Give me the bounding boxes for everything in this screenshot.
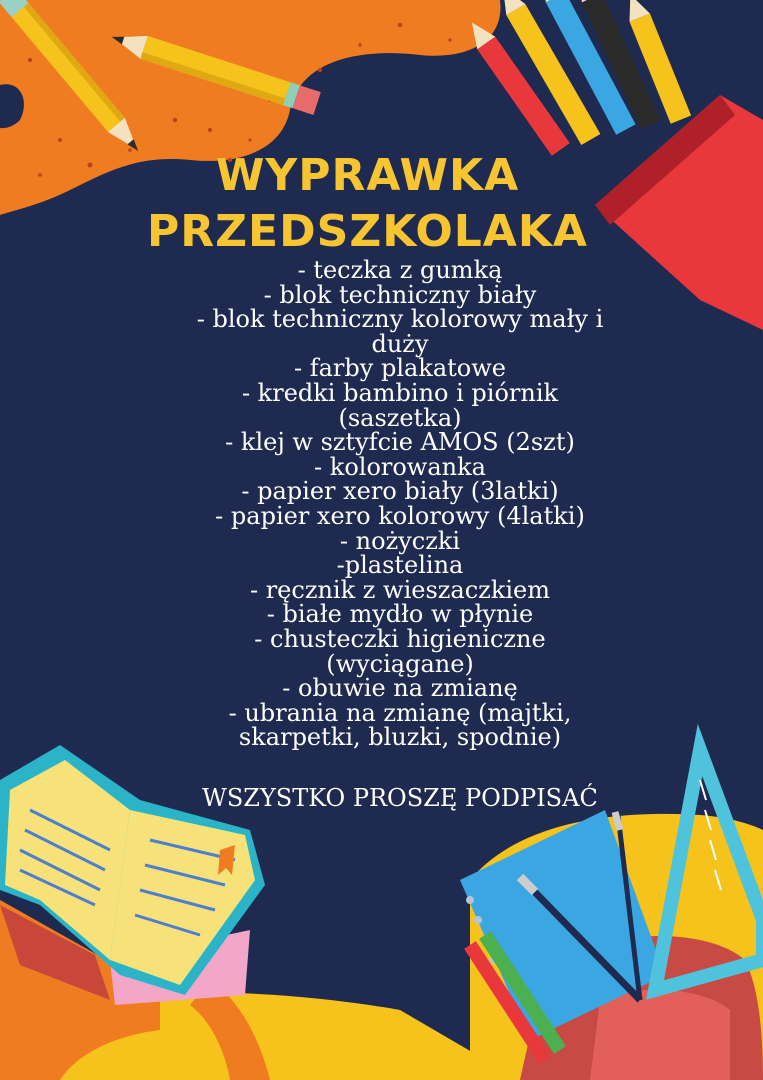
list-item: (wyciągane)	[326, 649, 474, 678]
footer-note: WSZYSTKO PROSZĘ PODPISAĆ	[202, 784, 598, 812]
list-item: - chusteczki higieniczne	[254, 624, 546, 653]
supply-list	[150, 258, 650, 750]
list-item: - ręcznik z wieszaczkiem	[249, 575, 551, 604]
list-item: - teczka z gumką	[297, 256, 503, 284]
page-title-line-1: WYPRAWKA	[215, 150, 520, 201]
list-item: - farby plakatowe	[294, 354, 506, 383]
list-item: duży	[371, 329, 429, 358]
list-item: - klej w sztyfcie AMOS (2szt)	[225, 428, 575, 457]
list-item: skarpetki, bluzki, spodnie)	[238, 723, 562, 752]
list-item: -plastelina	[336, 551, 464, 580]
list-item: - kredki bambino i piórnik	[241, 378, 559, 407]
list-item: - papier xero biały (3latki)	[241, 477, 559, 506]
list-item: - nożyczki	[339, 526, 461, 555]
list-item: - kolorowanka	[314, 452, 486, 481]
list-item: - ubrania na zmianę (majtki,	[228, 698, 572, 727]
list-item: - papier xero kolorowy (4latki)	[215, 501, 585, 530]
list-item: (saszetka)	[338, 403, 462, 432]
list-item: - blok techniczny biały	[263, 280, 537, 309]
list-item: - blok techniczny kolorowy mały i	[196, 305, 604, 334]
page-title-line-2: PRZEDSZKOLAKA	[147, 206, 588, 257]
list-item: - obuwie na zmianę	[282, 674, 518, 703]
list-item: - białe mydło w płynie	[266, 600, 534, 629]
